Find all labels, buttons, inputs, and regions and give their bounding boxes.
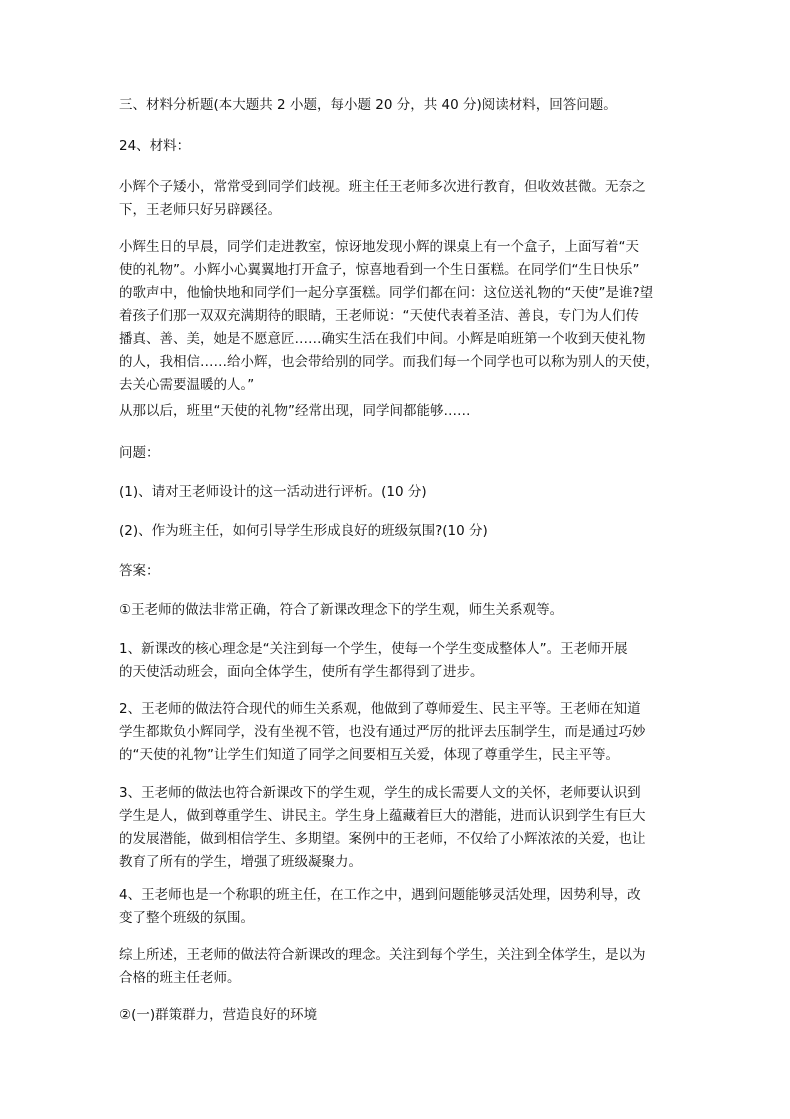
question-2: (2)、作为班主任，如何引导学生形成良好的班级氛围?(10 分)	[119, 523, 488, 539]
material-paragraph-3: 从那以后，班里“天使的礼物”经常出现，同学间都能够……	[119, 403, 471, 419]
answer-point-4: 4、王老师也是一个称职的班主任，在工作之中，遇到问题能够灵活处理，因势利导，改 变了整个班级的氛围。	[119, 887, 641, 926]
question-1: (1)、请对王老师设计的这一活动进行评析。(10 分)	[119, 484, 427, 500]
answer-point-3: 3、王老师的做法也符合新课改下的学生观，学生的成长需要人文的关怀，老师要认识到 学生是人，做到尊重学生、讲民主。学生身上蕴藏着巨大的潜能，进而认识到学生有巨大 的发展潜能，做到相信学生、多期望。案例中的王老师，不仅给了小辉浓浓的关爱，也让 教育了所有的学生，增强了班级凝聚力。	[119, 785, 646, 870]
answer-point-2: 2、王老师的做法符合现代的师生关系观，他做到了尊师爱生、民主平等。王老师在知道 学生都欺负小辉同学，没有坐视不管，也没有通过严厉的批评去压制学生，而是通过巧妙 的“天使的礼物”让学生们知道了同学之间要相互关爱，体现了尊重学生，民主平等。	[119, 701, 646, 763]
question-number: 24、材料：	[119, 138, 191, 154]
answer-intro: ①王老师的做法非常正确，符合了新课改理念下的学生观，师生关系观等。	[119, 602, 564, 618]
questions-label: 问题：	[119, 445, 160, 461]
answer-summary: 综上所述，王老师的做法符合新课改的理念。关注到每个学生，关注到全体学生，是以为 合格的班主任老师。	[119, 947, 646, 986]
answer-part-2-heading: ②(一)群策群力，营造良好的环境	[119, 1007, 318, 1023]
section-heading: 三、材料分析题(本大题共 2 小题，每小题 20 分，共 40 分)阅读材料，回答问题。	[119, 97, 617, 113]
answer-point-1: 1、新课改的核心理念是“关注到每一个学生，使每一个学生变成整体人”。王老师开展 的天使活动班会，面向全体学生，使所有学生都得到了进步。	[119, 641, 628, 680]
material-paragraph-2: 小辉生日的早晨，同学们走进教室，惊讶地发现小辉的课桌上有一个盒子，上面写着“天 使的礼物”。小辉小心翼翼地打开盒子，惊喜地看到一个生日蛋糕。在同学们“生日快乐” 的歌声中，他愉快地和同学们一起分享蛋糕。同学们都在问：这位送礼物的“天使”是谁?望 着孩子们那一双双充满期待的眼睛，王老师说：“天使代表着圣洁、善良，专门为人们传 播真、善、美，她是不愿意匠……确实生活在我们中间。小辉是咱班第一个收到天使礼物 的人，我相信……给小辉，也会带给别的同学。而我们每一个同学也可以称为别人的天使， 去关心需要温暖的人。”	[119, 239, 659, 393]
material-paragraph-1: 小辉个子矮小，常常受到同学们歧视。班主任王老师多次进行教育，但收效甚微。无奈之 下，王老师只好另辟蹊径。	[119, 179, 646, 218]
answer-label: 答案：	[119, 563, 160, 579]
